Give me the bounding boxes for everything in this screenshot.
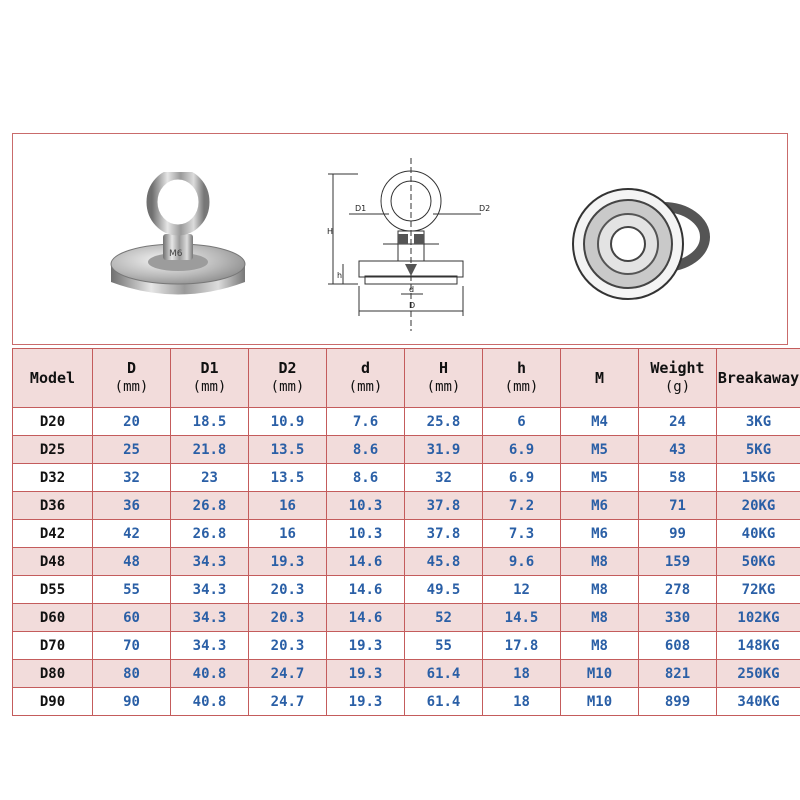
- table-cell: 7.3: [483, 520, 561, 548]
- table-cell: 18.5: [171, 408, 249, 436]
- table-cell: M5: [561, 464, 639, 492]
- header-h-small: h (mm): [483, 349, 561, 408]
- header-h: H (mm): [405, 349, 483, 408]
- magnet-bottom-view: [568, 182, 713, 307]
- table-cell: 26.8: [171, 492, 249, 520]
- table-cell: 49.5: [405, 576, 483, 604]
- table-cell: M4: [561, 408, 639, 436]
- table-cell: M8: [561, 548, 639, 576]
- table-cell: 40.8: [171, 688, 249, 716]
- table-cell: 61.4: [405, 688, 483, 716]
- table-cell: 24: [639, 408, 717, 436]
- table-cell: 37.8: [405, 520, 483, 548]
- table-cell: 159: [639, 548, 717, 576]
- table-cell: 8.6: [327, 436, 405, 464]
- table-cell: 60: [93, 604, 171, 632]
- table-cell: 12: [483, 576, 561, 604]
- model-cell: D48: [13, 548, 93, 576]
- table-cell: 18: [483, 688, 561, 716]
- table-cell: 821: [639, 660, 717, 688]
- table-cell: 9.6: [483, 548, 561, 576]
- table-row: [13, 436, 800, 464]
- table-cell: 20.3: [249, 632, 327, 660]
- table-cell: 5KG: [717, 436, 800, 464]
- table-cell: M10: [561, 660, 639, 688]
- table-cell: 10.3: [327, 520, 405, 548]
- model-cell: D55: [13, 576, 93, 604]
- model-cell: D42: [13, 520, 93, 548]
- table-cell: 43: [639, 436, 717, 464]
- table-cell: 90: [93, 688, 171, 716]
- table-cell: 23: [171, 464, 249, 492]
- table-cell: 10.9: [249, 408, 327, 436]
- table-cell: M8: [561, 632, 639, 660]
- table-cell: M8: [561, 576, 639, 604]
- table-cell: 58: [639, 464, 717, 492]
- table-cell: M6: [561, 492, 639, 520]
- table-cell: 32: [93, 464, 171, 492]
- table-cell: 34.3: [171, 548, 249, 576]
- product-image-panel: [12, 133, 788, 345]
- table-row: [13, 520, 800, 548]
- dim-d2-label: D2: [479, 204, 491, 213]
- table-row: [13, 548, 800, 576]
- table-cell: 52: [405, 604, 483, 632]
- table-cell: 55: [93, 576, 171, 604]
- table-cell: M10: [561, 688, 639, 716]
- table-cell: 24.7: [249, 660, 327, 688]
- model-cell: D70: [13, 632, 93, 660]
- table-cell: 13.5: [249, 436, 327, 464]
- table-cell: 20: [93, 408, 171, 436]
- model-cell: D32: [13, 464, 93, 492]
- dim-d-big-label: D: [409, 301, 416, 310]
- table-cell: 6.9: [483, 464, 561, 492]
- table-row: [13, 408, 800, 436]
- table-cell: 50KG: [717, 548, 800, 576]
- table-cell: 25: [93, 436, 171, 464]
- table-cell: 14.5: [483, 604, 561, 632]
- technical-drawing: [313, 156, 513, 336]
- table-cell: 71: [639, 492, 717, 520]
- dim-h-lower-label: h: [337, 271, 343, 280]
- table-cell: M5: [561, 436, 639, 464]
- model-cell: D60: [13, 604, 93, 632]
- table-cell: 31.9: [405, 436, 483, 464]
- table-cell: 19.3: [249, 548, 327, 576]
- header-d2: D2 (mm): [249, 349, 327, 408]
- table-cell: 36: [93, 492, 171, 520]
- table-cell: 26.8: [171, 520, 249, 548]
- table-cell: 330: [639, 604, 717, 632]
- table-cell: 10.3: [327, 492, 405, 520]
- magnet-photo: [103, 172, 253, 312]
- table-cell: 25.8: [405, 408, 483, 436]
- table-cell: 608: [639, 632, 717, 660]
- table-cell: 55: [405, 632, 483, 660]
- table-cell: 45.8: [405, 548, 483, 576]
- table-cell: 14.6: [327, 576, 405, 604]
- table-cell: 19.3: [327, 688, 405, 716]
- table-cell: 48: [93, 548, 171, 576]
- model-cell: D90: [13, 688, 93, 716]
- header-model: Model: [13, 349, 93, 408]
- table-cell: 40.8: [171, 660, 249, 688]
- table-row: [13, 632, 800, 660]
- dim-d1-label: D1: [355, 204, 367, 213]
- table-row: [13, 688, 800, 716]
- table-row: [13, 576, 800, 604]
- table-cell: 14.6: [327, 548, 405, 576]
- model-cell: D25: [13, 436, 93, 464]
- table-cell: 13.5: [249, 464, 327, 492]
- table-cell: 34.3: [171, 632, 249, 660]
- header-d-small: d (mm): [327, 349, 405, 408]
- table-cell: 7.2: [483, 492, 561, 520]
- table-cell: 6.9: [483, 436, 561, 464]
- table-cell: 14.6: [327, 604, 405, 632]
- table-row: [13, 492, 800, 520]
- header-d: D (mm): [93, 349, 171, 408]
- table-cell: M8: [561, 604, 639, 632]
- dim-d-small-label: d: [409, 285, 415, 294]
- table-cell: 17.8: [483, 632, 561, 660]
- table-cell: 102KG: [717, 604, 800, 632]
- header-d1: D1 (mm): [171, 349, 249, 408]
- table-cell: 72KG: [717, 576, 800, 604]
- table-cell: 34.3: [171, 604, 249, 632]
- table-cell: 70: [93, 632, 171, 660]
- table-header-row: [13, 349, 800, 408]
- table-cell: 899: [639, 688, 717, 716]
- spec-table: [12, 348, 800, 716]
- table-cell: 21.8: [171, 436, 249, 464]
- table-cell: 99: [639, 520, 717, 548]
- table-cell: 18: [483, 660, 561, 688]
- table-cell: 24.7: [249, 688, 327, 716]
- table-cell: 8.6: [327, 464, 405, 492]
- table-cell: 32: [405, 464, 483, 492]
- table-cell: 278: [639, 576, 717, 604]
- model-cell: D36: [13, 492, 93, 520]
- thread-marking-label: M6: [169, 249, 183, 259]
- table-cell: 6: [483, 408, 561, 436]
- table-row: [13, 604, 800, 632]
- table-cell: 34.3: [171, 576, 249, 604]
- table-cell: 20.3: [249, 576, 327, 604]
- table-cell: 20.3: [249, 604, 327, 632]
- table-cell: 42: [93, 520, 171, 548]
- table-cell: 250KG: [717, 660, 800, 688]
- table-cell: 15KG: [717, 464, 800, 492]
- header-weight: Weight (g): [639, 349, 717, 408]
- table-cell: 37.8: [405, 492, 483, 520]
- table-row: [13, 660, 800, 688]
- table-cell: 340KG: [717, 688, 800, 716]
- model-cell: D80: [13, 660, 93, 688]
- table-cell: 19.3: [327, 632, 405, 660]
- table-row: [13, 464, 800, 492]
- table-cell: 148KG: [717, 632, 800, 660]
- header-m: M: [561, 349, 639, 408]
- table-cell: M6: [561, 520, 639, 548]
- table-body: [13, 408, 800, 716]
- header-breakaway: Breakaway: [717, 349, 800, 408]
- dim-h-upper-label: H: [327, 227, 334, 236]
- table-cell: 19.3: [327, 660, 405, 688]
- table-cell: 61.4: [405, 660, 483, 688]
- table-cell: 7.6: [327, 408, 405, 436]
- model-cell: D20: [13, 408, 93, 436]
- table-cell: 3KG: [717, 408, 800, 436]
- table-cell: 16: [249, 520, 327, 548]
- table-cell: 80: [93, 660, 171, 688]
- table-cell: 40KG: [717, 520, 800, 548]
- table-cell: 16: [249, 492, 327, 520]
- table-cell: 20KG: [717, 492, 800, 520]
